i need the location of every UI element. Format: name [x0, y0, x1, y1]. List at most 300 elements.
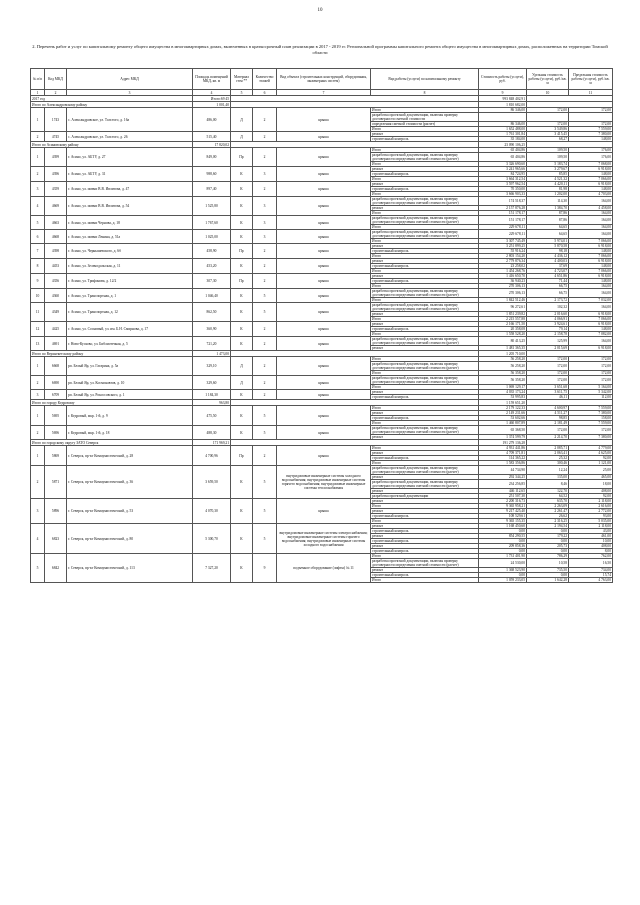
building-address: г. Асино, ул. имени Чернова, д. 18	[67, 216, 193, 230]
work-type: строительный контроль	[371, 137, 479, 142]
limit-cost: 4 625,00	[569, 451, 613, 456]
work-cost: 1 652 488,00	[479, 127, 527, 132]
row-number: 3	[31, 182, 45, 197]
work-type: Итого	[371, 108, 479, 113]
repair-object: подъемное оборудование (лифты) № 11	[277, 554, 371, 583]
total-area: 963,80	[193, 400, 231, 406]
wall-material: Пр	[231, 274, 253, 289]
unit-cost: 172,00	[527, 108, 569, 113]
building-code: 4356	[45, 274, 67, 289]
work-cost: 209 858,36	[479, 544, 527, 549]
total-cost: 993 848 402,91	[479, 96, 527, 102]
limit-cost: 172,00	[569, 122, 613, 127]
work-cost: 1 731 401,90	[479, 554, 527, 559]
work-type: Итого	[371, 554, 479, 559]
column-header: № п/п	[31, 69, 45, 90]
unit-cost: 64,65	[527, 225, 569, 230]
work-type: Итого	[371, 192, 479, 197]
wall-material: Пр	[231, 446, 253, 466]
wall-material: К	[231, 524, 253, 554]
column-header: Площадь помещений МКД, кв. м	[193, 69, 231, 90]
building-code: 4399	[45, 148, 67, 167]
total-label: Итого по Александровскому району	[31, 102, 193, 108]
limit-cost: 6 918,00	[569, 182, 613, 187]
limit-cost: 92,00	[569, 494, 613, 499]
building-code: 4349	[45, 303, 67, 322]
building-code: 5871	[45, 466, 67, 499]
column-number: 6	[253, 90, 277, 96]
work-cost: 1 558 528,20	[479, 332, 527, 337]
work-cost: 1 761 301,84	[479, 132, 527, 137]
work-cost: 3 666 903,33	[479, 192, 527, 197]
unit-cost: 12,24	[527, 466, 569, 475]
work-type: ремонт	[371, 451, 479, 456]
repair-object: крыша	[277, 322, 371, 337]
building-code: 4745	[45, 132, 67, 142]
limit-cost: 6 918,00	[569, 259, 613, 264]
floor-count: 5	[253, 524, 277, 554]
limit-cost: 7 380,00	[569, 132, 613, 137]
wall-material: К	[231, 406, 253, 426]
work-cost: 2 215 557,88	[479, 317, 527, 322]
limit-cost: 164,00	[569, 289, 613, 298]
unit-cost: 3 279,67	[527, 167, 569, 172]
limit-cost: 408,00	[569, 489, 613, 494]
limit-cost: 5 164,00	[569, 385, 613, 390]
limit-cost: 6 918,00	[569, 322, 613, 327]
building-area: 486,00	[193, 108, 231, 132]
work-cost: 1 851 239,82	[479, 312, 527, 317]
work-type: ремонт	[371, 274, 479, 279]
limit-cost: 7 380,00	[569, 411, 613, 416]
limit-cost: 4 779,00	[569, 446, 613, 451]
work-type: Итого	[371, 446, 479, 451]
work-cost: 2 166 171,50	[479, 322, 527, 327]
row-number: 12	[31, 322, 45, 337]
work-cost: 2 179 122,33	[479, 406, 527, 411]
floor-count: 2	[253, 357, 277, 376]
limit-cost: 7 559,00	[569, 406, 613, 411]
row-number: 1	[31, 446, 45, 466]
row-number: 4	[31, 524, 45, 554]
work-cost: 4 709 371,81	[479, 451, 527, 456]
limit-cost: 164,00	[569, 230, 613, 239]
work-cost: 96 272,61	[479, 303, 527, 312]
building-code: 6842	[45, 554, 67, 583]
unit-cost: 109,50	[527, 153, 569, 162]
work-type: Итого	[371, 461, 479, 466]
work-cost: 24 530,00	[479, 559, 527, 568]
work-cost: 114 365,22	[479, 456, 527, 461]
unit-cost: 1 642,28	[527, 578, 569, 583]
building-area: 360,90	[193, 322, 231, 337]
work-cost: 3 664 312,54	[479, 177, 527, 182]
unit-cost: 4 436,12	[527, 254, 569, 259]
wall-material: К	[231, 303, 253, 322]
building-address: г. Северск, пр-кт Коммунистический, д. 80	[67, 524, 193, 554]
limit-cost: 1 121,00	[569, 461, 613, 466]
work-type: разработка проектной документации, включая проверку достоверности определения сметной стоимости (расчет)	[371, 197, 479, 206]
limit-cost: 148,00	[569, 137, 613, 142]
floor-count: 5	[253, 466, 277, 499]
limit-cost: 7 559,00	[569, 127, 613, 132]
limit-cost: 5 342,00	[569, 390, 613, 395]
row-number: 3	[31, 390, 45, 400]
unit-cost: 0,00	[527, 529, 569, 534]
building-address: г. Асино, ул. Транспортная, д. 1	[67, 289, 193, 303]
limit-cost: 172,00	[569, 376, 613, 385]
building-code: 4663	[45, 216, 67, 230]
limit-cost: 7 066,00	[569, 254, 613, 259]
unit-cost: 2 173,72	[527, 298, 569, 303]
column-header: Адрес МКД	[67, 69, 193, 90]
limit-cost: 164,00	[569, 216, 613, 225]
work-cost: 3 597 962,54	[479, 182, 527, 187]
work-cost: 151 178,17	[479, 211, 527, 216]
work-type: ремонт	[371, 489, 479, 494]
work-cost: 1 368 523,90	[479, 568, 527, 573]
limit-cost: 2 772,00	[569, 509, 613, 514]
column-header: Стоимость работы (услуги), руб.	[479, 69, 527, 90]
work-cost: 0,00	[479, 573, 527, 578]
building-area: 862,50	[193, 303, 231, 322]
floor-count: 5	[253, 499, 277, 524]
row-number: 1	[31, 108, 45, 132]
work-type: разработка проектной документации, включая проверку достоверности определения сметной стоимости (расчет)	[371, 362, 479, 371]
work-type: Итого	[371, 406, 479, 411]
work-type: ремонт	[371, 322, 479, 327]
work-cost: 1 583 356,86	[479, 461, 527, 466]
floor-count: 2	[253, 259, 277, 274]
limit-cost: 176,00	[569, 148, 613, 153]
limit-cost: 2 616,00	[569, 504, 613, 509]
table-row	[31, 466, 613, 475]
limit-cost: 164,00	[569, 197, 613, 206]
work-type: Итого	[371, 578, 479, 583]
unit-cost: 8,46	[527, 480, 569, 489]
table-row	[31, 289, 613, 298]
unit-cost: 172,00	[527, 371, 569, 376]
work-type: Итого	[371, 332, 479, 337]
building-code: 6709	[45, 390, 67, 400]
total-area: 171 969,21	[193, 440, 231, 446]
unit-cost: 2 214,70	[527, 435, 569, 440]
floor-count: 2	[253, 390, 277, 400]
unit-cost: 4 600,97	[527, 406, 569, 411]
work-type: ремонт	[371, 509, 479, 514]
limit-cost: 172,00	[569, 371, 613, 376]
wall-material: К	[231, 554, 253, 583]
work-cost: 292 344,25	[479, 475, 527, 480]
building-address: г. Северск, пр-кт Коммунистический, д. 53	[67, 499, 193, 524]
repair-object: крыша	[277, 303, 371, 322]
unit-cost: 5 974,01	[527, 239, 569, 244]
unit-cost: 87,86	[527, 211, 569, 216]
table-header	[31, 69, 613, 96]
work-cost: 3 241 965,66	[479, 167, 527, 172]
unit-cost: 87,86	[527, 216, 569, 225]
building-address: г. Асино, ул. АБТУ, д. 31	[67, 167, 193, 182]
work-cost: 56 358,20	[479, 371, 527, 376]
work-cost	[479, 113, 527, 122]
work-type: ремонт	[371, 568, 479, 573]
total-cost: 1 205 710,00	[479, 351, 527, 357]
limit-cost: 164,00	[569, 225, 613, 230]
total-label: Итого по городу Кедровому	[31, 400, 193, 406]
work-type: Итого	[371, 254, 479, 259]
unit-cost: 1 384,70	[527, 206, 569, 211]
floor-count: 5	[253, 289, 277, 303]
work-cost: 1 416 650,70	[479, 274, 527, 279]
building-code: 5869	[45, 446, 67, 466]
limit-cost: 762,00	[569, 554, 613, 559]
unit-cost: 85,85	[527, 172, 569, 177]
work-type: разработка проектной документации, включая проверку достоверности определения сметной стоимости (расчет)	[371, 480, 479, 489]
limit-cost: 176,00	[569, 153, 613, 162]
floor-count: 3	[253, 216, 277, 230]
unit-cost: 4 420,11	[527, 182, 569, 187]
building-address: с. Александровское, ул. Толстого, д. 16а	[67, 108, 193, 132]
work-type: строительный контроль	[371, 172, 479, 177]
work-type: строительный контроль	[371, 264, 479, 269]
repair-object: крыша	[277, 182, 371, 197]
floor-count: 2	[253, 376, 277, 390]
limit-cost: 164,00	[569, 284, 613, 289]
unit-cost: 300,46	[527, 461, 569, 466]
wall-material: К	[231, 167, 253, 182]
unit-cost: 172,00	[527, 362, 569, 371]
building-address: г. Асино, ул. Сосновый, ул. им. Б.Н. Смирнова, д. 17	[67, 322, 193, 337]
repair-object: крыша	[277, 446, 371, 466]
limit-cost: 7 066,00	[569, 269, 613, 274]
wall-material: К	[231, 390, 253, 400]
repair-object: крыша	[277, 167, 371, 182]
unit-cost: 122,70	[527, 489, 569, 494]
limit-cost: 172,00	[569, 357, 613, 362]
building-address: г. Асино, ул. Зеленодольская, д. 11	[67, 259, 193, 274]
work-type: ремонт	[371, 182, 479, 187]
wall-material: Д	[231, 376, 253, 390]
unit-cost: 5 870,58	[527, 244, 569, 249]
work-cost: 65 404,86	[479, 148, 527, 153]
limit-cost	[569, 113, 613, 122]
work-type: разработка проектной документации, включая проверку достоверности определения сметной стоимости (расчет)	[371, 153, 479, 162]
work-cost: 4 035 173,24	[479, 390, 527, 395]
building-area: 1 025,00	[193, 230, 231, 244]
column-number: 2	[45, 90, 67, 96]
work-type: Итого	[371, 298, 479, 303]
unit-cost: 4 521,32	[527, 177, 569, 182]
work-type: ремонт	[371, 534, 479, 539]
building-code: 4398	[45, 244, 67, 259]
unit-cost: 2 316,25	[527, 519, 569, 524]
work-cost: 108 529,61	[479, 514, 527, 519]
wall-material: К	[231, 322, 253, 337]
work-type: строительный контроль	[371, 416, 479, 421]
unit-cost: 2 181,49	[527, 421, 569, 426]
row-number: 1	[31, 406, 45, 426]
work-cost: 0,00	[479, 529, 527, 534]
building-address: г. Асино, ул. имени В.В. Ивлитова, д. 54	[67, 197, 193, 216]
wall-material: Д	[231, 108, 253, 132]
unit-cost: 3 611,75	[527, 390, 569, 395]
work-cost: 56 258,20	[479, 357, 527, 362]
floor-count: 2	[253, 274, 277, 289]
work-type: строительный контроль	[371, 539, 479, 544]
unit-cost: 64,65	[527, 230, 569, 239]
work-cost: 270 306,13	[479, 289, 527, 298]
work-cost: 1 481 365,35	[479, 346, 527, 351]
repair-object: крыша	[277, 244, 371, 259]
building-code: 4425	[45, 322, 67, 337]
unit-cost: 46,11	[527, 395, 569, 400]
building-area: 3 659,50	[193, 466, 231, 499]
building-address: с. Александровское, ул. Толстого, д. 26	[67, 132, 193, 142]
work-cost: 86 346,00	[479, 108, 527, 113]
unit-cost: 4 651,86	[527, 274, 569, 279]
wall-material: К	[231, 197, 253, 216]
work-type: ремонт	[371, 259, 479, 264]
unit-cost: 786,29	[527, 554, 569, 559]
work-type: Итого	[371, 504, 479, 509]
work-type: ремонт	[371, 524, 479, 529]
work-type: строительный контроль	[371, 279, 479, 284]
unit-cost: 5 183,74	[527, 162, 569, 167]
work-type: ремонт	[371, 499, 479, 504]
building-code: 6690	[45, 376, 67, 390]
work-cost: 251 507,30	[479, 494, 527, 499]
floor-count: 5	[253, 303, 277, 322]
work-cost: 1 374 599,79	[479, 435, 527, 440]
work-type: строительный контроль	[371, 249, 479, 254]
building-area: 329,10	[193, 357, 231, 376]
building-area: 4 070,30	[193, 499, 231, 524]
work-type: Итого	[371, 211, 479, 216]
building-address: г. Кедровый, мкр. 1-й, д. 9	[67, 406, 193, 426]
limit-cost: 164,00	[569, 303, 613, 312]
column-number: 7	[277, 90, 371, 96]
page-number: 10	[317, 8, 323, 13]
repair-object: крыша	[277, 376, 371, 390]
repair-object: крыша	[277, 337, 371, 351]
column-number: 4	[193, 90, 231, 96]
work-cost: 1 460 807,89	[479, 421, 527, 426]
floor-count: 2	[253, 148, 277, 167]
limit-cost: 18,00	[569, 480, 613, 489]
work-cost: 0,00	[479, 539, 527, 544]
work-type: разработка проектной документации, включая проверку достоверности определения сметной стоимости (расчет)	[371, 216, 479, 225]
wall-material: Д	[231, 357, 253, 376]
column-number: 11	[569, 90, 613, 96]
work-cost: 53 995,83	[479, 395, 527, 400]
limit-cost: 6 918,00	[569, 312, 613, 317]
floor-count: 3	[253, 197, 277, 216]
table-row	[31, 426, 613, 435]
building-area: 475,50	[193, 406, 231, 426]
work-type: Итого	[371, 317, 479, 322]
work-cost: 70 350,00	[479, 187, 527, 192]
row-number: 4	[31, 197, 45, 216]
limit-cost: 2 118,00	[569, 524, 613, 529]
work-cost: 1 454 268,76	[479, 269, 527, 274]
work-type: строительный контроль	[371, 573, 479, 578]
unit-cost: 4 511,27	[527, 411, 569, 416]
work-type: Итого	[371, 371, 479, 376]
total-cost: 1 159 651,20	[479, 400, 527, 406]
building-address: г. Асино, ул. АБТУ, д. 27	[67, 148, 193, 167]
building-address: г. Северск, пр-кт Коммунистический, д. 28	[67, 446, 193, 466]
limit-cost: 148,00	[569, 279, 613, 284]
unit-cost: 98,18	[527, 249, 569, 254]
building-code: 4691	[45, 337, 67, 351]
unit-cost: 68,27	[527, 137, 569, 142]
unit-cost: 4 400,03	[527, 259, 569, 264]
limit-cost: 93,00	[569, 514, 613, 519]
wall-material: К	[231, 466, 253, 499]
wall-material: К	[231, 216, 253, 230]
building-area: 329,60	[193, 376, 231, 390]
work-cost: 80 413,25	[479, 337, 527, 346]
limit-cost: 25,00	[569, 466, 613, 475]
unit-cost: 172,00	[527, 376, 569, 385]
column-header: Вид работы (услуги) по капитальному ремонту	[371, 69, 479, 90]
row-number: 5	[31, 216, 45, 230]
unit-cost: 735,50	[527, 568, 569, 573]
total-cost: 1 810 682,00	[479, 102, 527, 108]
floor-count: 2	[253, 337, 277, 351]
work-cost: 4 931 441,86	[479, 446, 527, 451]
repair-object: крыша	[277, 289, 371, 303]
building-area: 849,00	[193, 148, 231, 167]
table-row	[31, 337, 613, 346]
limit-cost: 16,50	[569, 559, 613, 568]
limit-cost: 2 118,00	[569, 499, 613, 504]
work-cost: 9 365 958,21	[479, 504, 527, 509]
building-code: 5695	[45, 406, 67, 426]
unit-cost: 98,85	[527, 416, 569, 421]
building-address: рп. Белый Яр, ул. Космонавтов, д. 10	[67, 376, 193, 390]
work-type: строительный контроль	[371, 327, 479, 332]
building-area: 307,30	[193, 274, 231, 289]
work-type: Итого	[371, 357, 479, 362]
row-number: 2	[31, 426, 45, 440]
work-type: разработка проектной документации, включая проверку достоверности определения сметной стоимости (расчет)	[371, 337, 479, 346]
work-type: ремонт	[371, 167, 479, 172]
work-type: строительный контроль	[371, 187, 479, 192]
work-cost: 44 734,90	[479, 466, 527, 475]
capital-repair-table	[30, 68, 613, 583]
column-number: 9	[479, 90, 527, 96]
limit-cost: 5 035,00	[569, 519, 613, 524]
limit-cost: 172,00	[569, 362, 613, 371]
repair-object: крыша	[277, 390, 371, 400]
limit-cost: 461,00	[569, 534, 613, 539]
work-type: разработка проектной документации, включая проверку достоверности определения сметной стоимости (расчет)	[371, 230, 479, 239]
work-cost: 35 184,00	[479, 137, 527, 142]
unit-cost	[527, 113, 569, 122]
unit-cost: 3 415,45	[527, 132, 569, 137]
row-number: 6	[31, 230, 45, 244]
limit-cost: 172,00	[569, 426, 613, 435]
unit-cost: 25,32	[527, 456, 569, 461]
building-code: 6668	[45, 357, 67, 376]
building-address: г. Северск, пр-кт Коммунистический, д. 36	[67, 466, 193, 499]
unit-cost: 79,14	[527, 327, 569, 332]
unit-cost: 3 651,68	[527, 385, 569, 390]
work-type: Итого	[371, 385, 479, 390]
work-type: Итого	[371, 225, 479, 230]
limit-cost: 6 918,00	[569, 244, 613, 249]
